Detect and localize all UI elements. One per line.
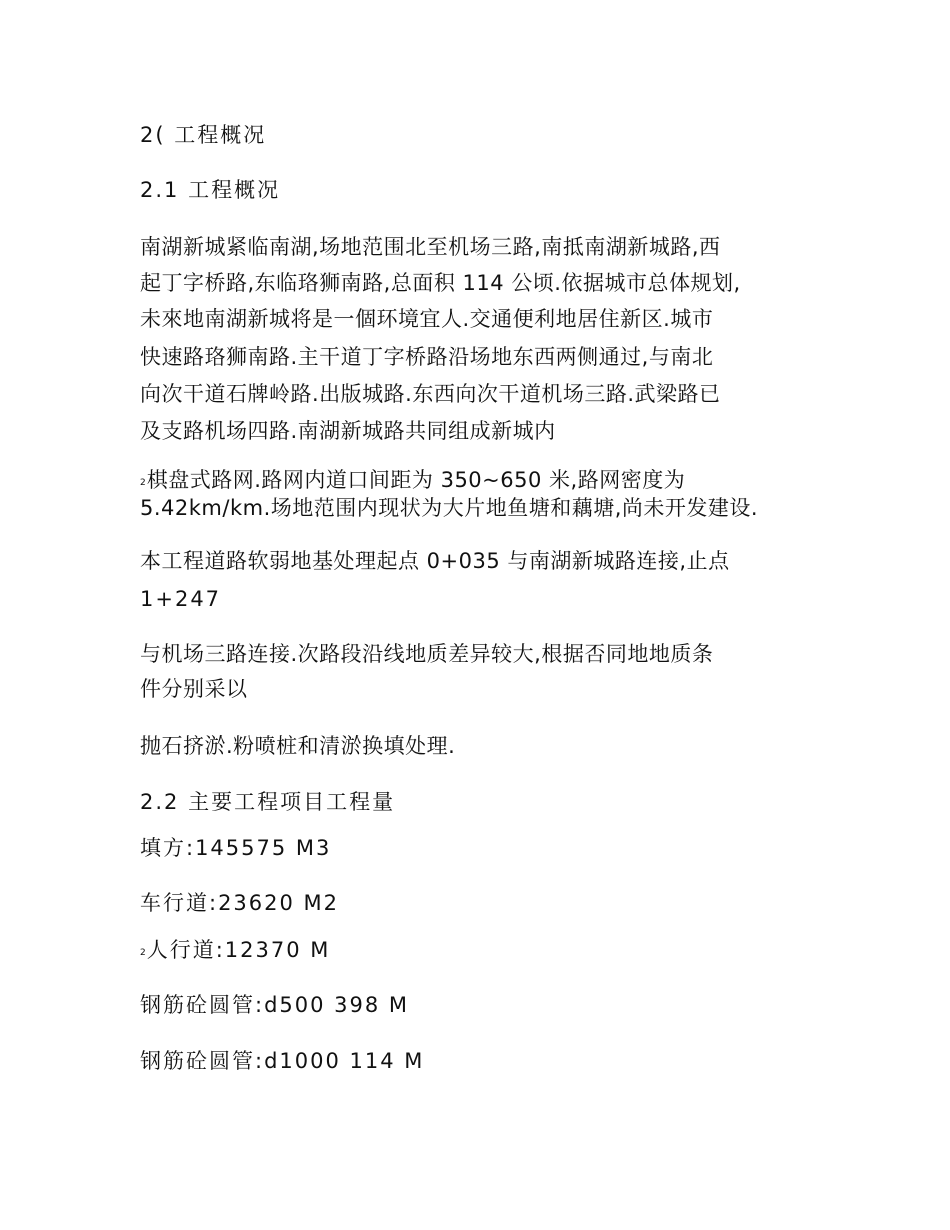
subsection-heading-quantities: 2.2 主要工程项目工程量 [140,790,396,814]
paragraph-line: 快速路珞狮南路.主干道丁字桥路沿场地东西两侧通过,与南北 [140,345,714,369]
paragraph-line: 与机场三路连接.次路段沿线地质差异较大,根据否同地地质条 [140,642,714,666]
paragraph-line: 抛石挤淤.粉喷桩和清淤换填处理. [140,734,456,758]
paragraph-line: 及支路机场四路.南湖新城路共同组成新城内 [140,419,556,443]
paragraph-line: 件分别采以 [140,677,248,701]
paragraph-line: 1+247 [140,587,222,611]
paragraph-text: 棋盘式路网.路网内道口间距为 350~650 米,路网密度为 [146,468,686,492]
paragraph-line: 向次干道石牌岭路.出版城路.东西向次干道机场三路.武梁路已 [140,382,721,406]
superscript-marker: 2 [140,478,146,488]
quantity-text: 人行道:12370 M [146,938,331,962]
paragraph-line: 未來地南湖新城将是一個环境宜人.交通便利地居住新区.城市 [140,307,714,331]
subsection-heading-overview: 2.1 工程概况 [140,178,281,202]
paragraph-line: 5.42km/km.场地范围内现状为大片地鱼塘和藕塘,尚未开发建设. [140,496,759,520]
paragraph-line: 本工程道路软弱地基处理起点 0+035 与南湖新城路连接,止点 [140,549,730,573]
superscript-marker: 2 [140,948,146,958]
quantity-fill: 填方:145575 M3 [140,836,332,860]
quantity-sidewalk [140,932,330,971]
quantity-pipe-d500: 钢筋砼圆管:d500 398 M [140,993,410,1017]
quantity-pipe-d1000: 钢筋砼圆管:d1000 114 M [140,1049,425,1073]
paragraph-line: 起丁字桥路,东临珞狮南路,总面积 114 公顷.依据城市总体规划, [140,271,741,295]
paragraph-line: 南湖新城紧临南湖,场地范围北至机场三路,南抵南湖新城路,西 [140,235,721,259]
section-heading: 2( 工程概况 [140,123,267,147]
quantity-carriageway: 车行道:23620 M2 [140,891,340,915]
